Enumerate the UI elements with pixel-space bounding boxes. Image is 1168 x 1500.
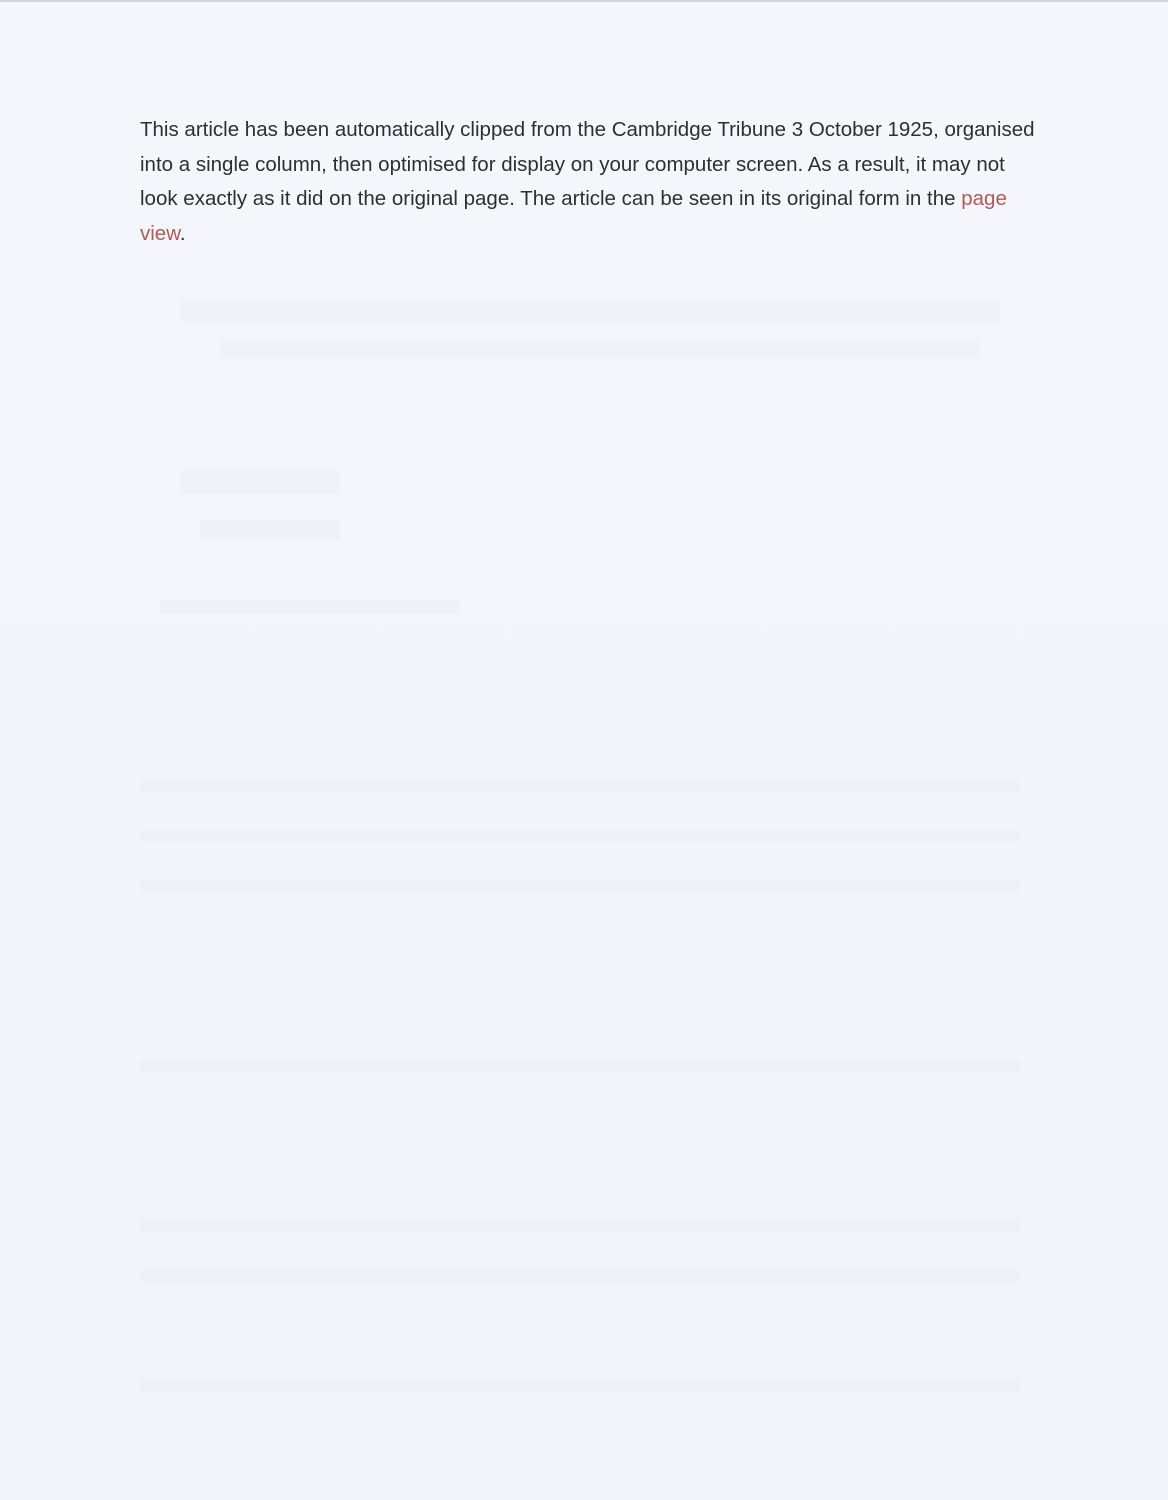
page-view-link[interactable]: page view (140, 187, 1007, 245)
bleed-through-texture (140, 1060, 1020, 1072)
page-top-edge (0, 0, 1168, 2)
bleed-through-texture (140, 1380, 1020, 1392)
bleed-through-texture (180, 470, 340, 494)
bleed-through-texture (140, 780, 1020, 792)
clipping-notice (140, 113, 1040, 251)
bleed-through-texture (180, 300, 1000, 322)
bleed-through-texture (140, 1220, 1020, 1232)
notice-end: . (179, 221, 186, 245)
bleed-through-texture (140, 880, 1020, 892)
bleed-through-texture (200, 520, 340, 540)
notice-text: This article has been automatically clipped from the Cambridge Tribune 3 October 1925, organised into a single column, then optimised for display on your computer screen. As a result, it may not look exactly as it did on the original page. The article can be seen in its original form in the (140, 118, 1035, 210)
bleed-through-texture (220, 340, 980, 358)
bleed-through-texture (160, 600, 460, 614)
bleed-through-texture (140, 1270, 1020, 1282)
bleed-through-texture (140, 830, 1020, 842)
